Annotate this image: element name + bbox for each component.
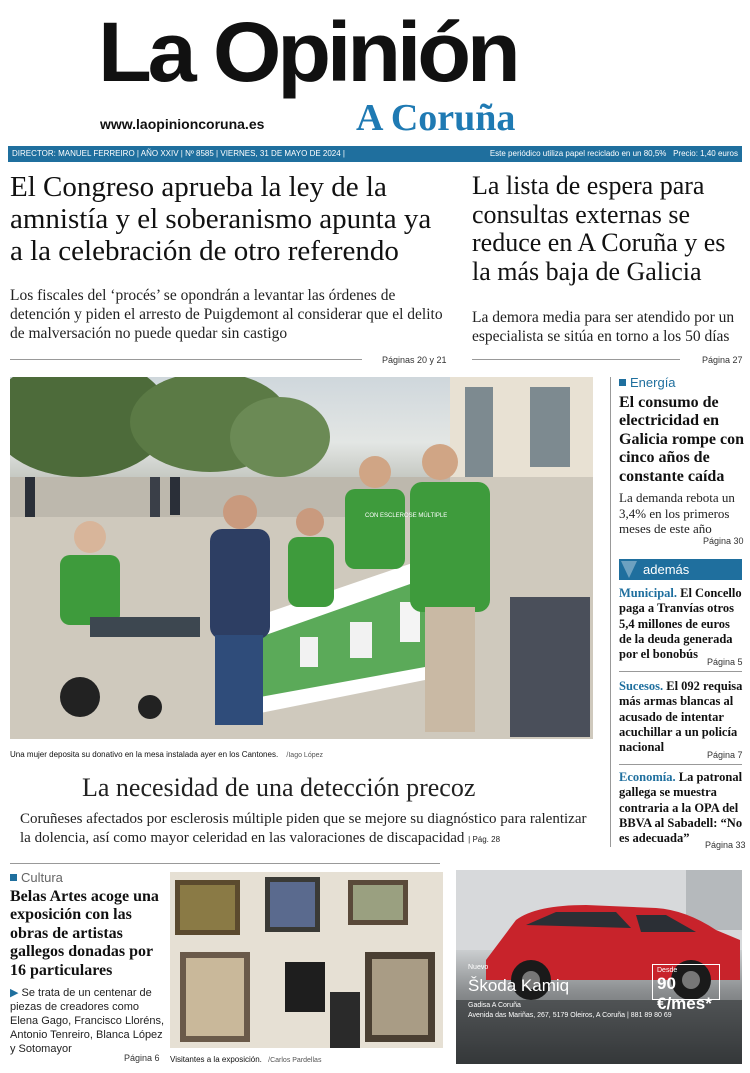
second-lead-subheadline: La demora media para ser atendido por un especialista se sitúa en torno a los 50 días xyxy=(472,309,735,345)
info-bar-right xyxy=(490,146,738,162)
paper-note: Este periódico utiliza papel reciclado en un 80,5% xyxy=(489,149,667,158)
second-story-subtitle: Coruñeses afectados por esclerosis múltiple piden que se mejore su diagnóstico para ralentizar la dolencia, así como mayor celeridad en las valoraciones de discapacidad xyxy=(20,811,587,846)
cultura-kicker: Cultura xyxy=(10,870,63,885)
second-lead-headline[interactable]: La lista de espera para consultas externas se reduce en A Coruña y es la más baja de Galicia xyxy=(472,171,726,286)
cultura-subheadline xyxy=(10,986,166,1056)
brief-text: La patronal gallega se muestra contraria a la OPA del BBVA al Sabadell: “No es adecuada” xyxy=(619,770,743,845)
gallery-photo[interactable] xyxy=(170,872,443,1048)
cultura-subtitle: Se trata de un centenar de piezas de creadores como Elena Gago, Francisco Lloréns, Antonio Tenreiro, Blanca López y Sotomayor xyxy=(10,987,165,1056)
gallery-scene xyxy=(170,872,443,1048)
ad-address: Avenida das Mariñas, 267, 5179 Oleiros, A Coruña | 881 89 80 69 xyxy=(468,1012,672,1019)
brief-section: Municipal. xyxy=(619,586,677,600)
info-bar xyxy=(8,146,742,162)
car-advertisement[interactable] xyxy=(456,870,742,1064)
brief-economia[interactable] xyxy=(619,770,745,846)
brief-sucesos[interactable] xyxy=(619,679,745,755)
price-label: Precio: 1,40 euros xyxy=(673,149,738,158)
photo-caption xyxy=(10,750,323,759)
second-story-page: | Pág. 28 xyxy=(468,834,501,844)
energia-subheadline: La demanda rebota un 3,4% en los primeros meses de este año xyxy=(619,490,735,537)
divider xyxy=(472,359,680,360)
cultura-pages: Página 6 xyxy=(124,1053,160,1063)
brief-section: Economía. xyxy=(619,770,676,784)
ademas-label: además xyxy=(643,562,690,577)
main-photo-scene xyxy=(10,377,593,739)
energia-headline[interactable]: El consumo de electricidad en Galicia rompe con cinco años de constante caída xyxy=(619,394,745,485)
second-story-headline[interactable]: La necesidad de una detección precoz xyxy=(82,773,476,802)
cultura-headline[interactable]: Belas Artes acoge una exposición con las obras de artistas gallegos donadas por 16 particulares xyxy=(10,888,159,979)
second-lead-pages: Página 27 xyxy=(702,355,743,365)
masthead-url[interactable]: www.laopinioncoruna.es xyxy=(100,116,265,132)
ad-price-box xyxy=(652,964,720,1013)
ad-desde-label: Desde xyxy=(657,967,678,974)
photo-caption-text: Una mujer deposita su donativo en la mesa instalada ayer en los Cantones. xyxy=(10,750,279,759)
energia-pages: Página 30 xyxy=(703,536,744,546)
divider xyxy=(10,359,362,360)
lead-subheadline: Los fiscales del ‘procés’ se opondrán a levantar las órdenes de detención y piden el arresto de Puigdemont al considerar que el delito de malversación no puede quedar sin castigo xyxy=(10,287,443,342)
brief-section: Sucesos. xyxy=(619,679,664,693)
gallery-caption-text: Visitantes a la exposición. xyxy=(170,1055,262,1064)
issue-number: Nº 8585 xyxy=(185,149,214,158)
second-story-subheadline xyxy=(20,810,600,848)
issue-date: VIERNES, 31 DE MAYO DE 2024 xyxy=(220,149,341,158)
bullet-arrow-icon: ▶ xyxy=(10,987,19,999)
gallery-credit: /Carlos Pardellas xyxy=(268,1057,322,1064)
masthead-title: La Opinión xyxy=(98,5,517,99)
ad-tag: Nuevo xyxy=(468,964,489,971)
ad-dealer: Gadisa A Coruña xyxy=(468,1002,521,1009)
divider xyxy=(619,671,742,672)
brief-text: El 092 requisa más armas blancas al acusado de intentar acuchillar a un policía nacional xyxy=(619,679,743,754)
photo-credit: /Iago López xyxy=(286,752,323,759)
shirt-text: CON ESCLEROSE MÚLTIPLE xyxy=(365,513,448,519)
lead-pages: Páginas 20 y 21 xyxy=(382,355,447,365)
brief-page: Página 7 xyxy=(707,750,743,760)
main-photo[interactable] xyxy=(10,377,593,739)
info-bar-left: DIRECTOR: MANUEL FERREIRO | AÑO XXIV | Nº 8585 | VIERNES, 31 DE MAYO DE 2024 | xyxy=(12,149,346,158)
energia-kicker: Energía xyxy=(619,375,676,390)
ademas-arrow-icon xyxy=(621,561,637,578)
lead-headline[interactable]: El Congreso aprueba la ley de la amnistía y el soberanismo apunta ya a la celebración de otro referendo xyxy=(10,171,432,267)
brief-page: Página 33 xyxy=(705,840,746,850)
ad-brand: Škoda Kamiq xyxy=(468,976,570,995)
divider xyxy=(10,863,440,864)
brief-municipal[interactable] xyxy=(619,586,745,662)
year-label: AÑO XXIV xyxy=(140,149,179,158)
column-divider xyxy=(610,377,611,847)
director-label: DIRECTOR: MANUEL FERREIRO xyxy=(12,149,135,158)
ademas-bar xyxy=(619,559,742,580)
brief-text: El Concello paga a Tranvías otros 5,4 millones de euros de la deuda generada por el bonobús xyxy=(619,586,742,661)
brief-page: Página 5 xyxy=(707,657,743,667)
divider xyxy=(619,764,742,765)
gallery-caption xyxy=(170,1055,321,1064)
ad-price: 90 €/mes* xyxy=(657,974,712,1013)
masthead-city: A Coruña xyxy=(356,97,516,139)
